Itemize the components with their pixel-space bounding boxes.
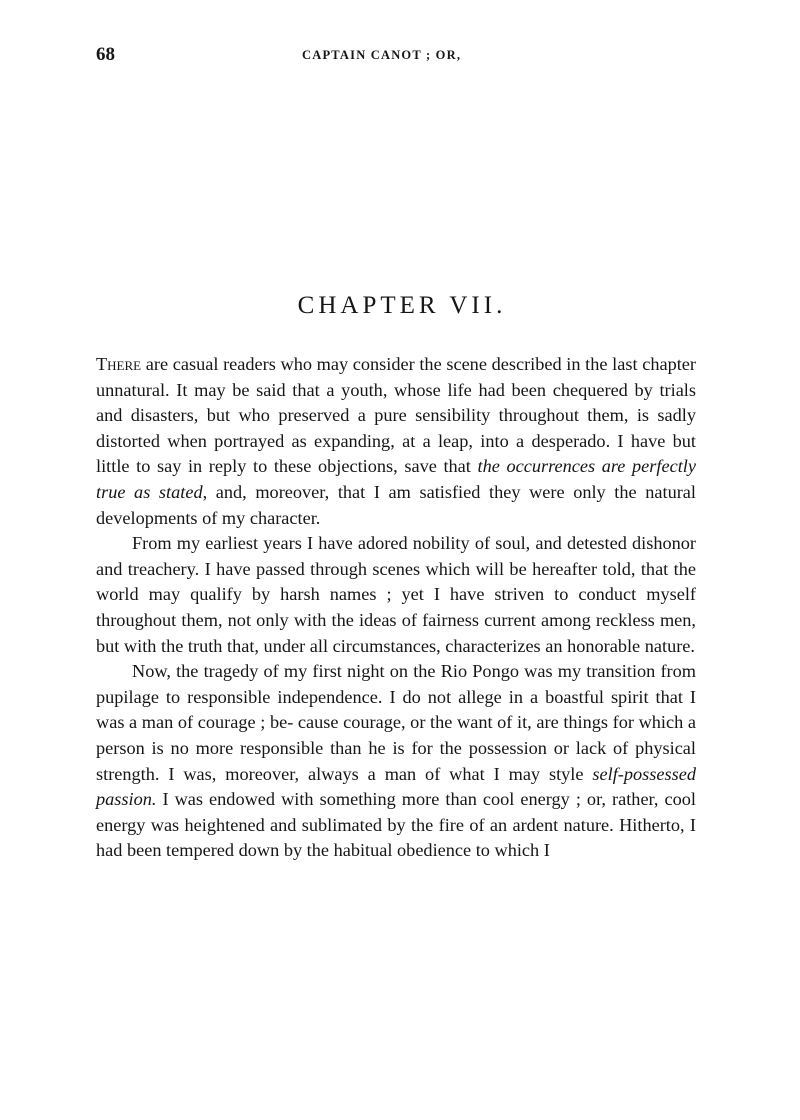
emphasis-text: the occurrences are perfectly true as stated (96, 456, 696, 502)
page-header (96, 44, 696, 68)
paragraph-lead-word: There (96, 354, 142, 374)
paragraph-text: From my earliest years I have adored nobility of soul, and detested dishonor and treachery. I have passed through scenes which will be hereafter told, that the world may qualify by harsh names ; yet I have striven to conduct myself throughout them, not only with the ideas of fairness current among reckless men, but with the truth that, under all circumstances, characterizes an honorable nature. (96, 533, 696, 656)
body-text (96, 352, 696, 864)
paragraph-text: , and, moreover, that I am satisfied they were only the natural developments of my character. (96, 481, 696, 528)
paragraph-text: Now, the tragedy of my first night on the Rio Pongo was my transition from pupilage to responsible independence. I do not allege in a boastful spirit that I was a man of courage ; be- cause courage, or the want of it, are things for which a person is no more responsible than he is for the possession or lack of physical strength. I was, moreover, always a man of what I may style (96, 661, 696, 784)
chapter-title: CHAPTER VII. (297, 292, 507, 319)
page-number: 68 (96, 44, 115, 65)
paragraph-2 (96, 531, 696, 659)
paragraph-text: I was endowed with something more than cool energy ; or, rather, cool energy was heightened and sublimated by the fire of an ardent nature. Hitherto, I had been tempered down by the habitual obedience to which I (96, 789, 696, 861)
emphasis-text: self-possessed passion. (96, 763, 696, 810)
running-head: CAPTAIN CANOT ; OR, (302, 48, 462, 62)
paragraph-3 (96, 659, 696, 864)
paragraph-1 (96, 352, 696, 531)
paragraph-text: are casual readers who may consider the scene described in the last chapter unnatural. It may be said that a youth, whose life had been chequered by trials and disasters, but who preserved a pure sensibility throughout them, is sadly distorted when portrayed as expanding, at a leap, into a desperado. I have but little to say in reply to these objections, save that (96, 354, 696, 477)
